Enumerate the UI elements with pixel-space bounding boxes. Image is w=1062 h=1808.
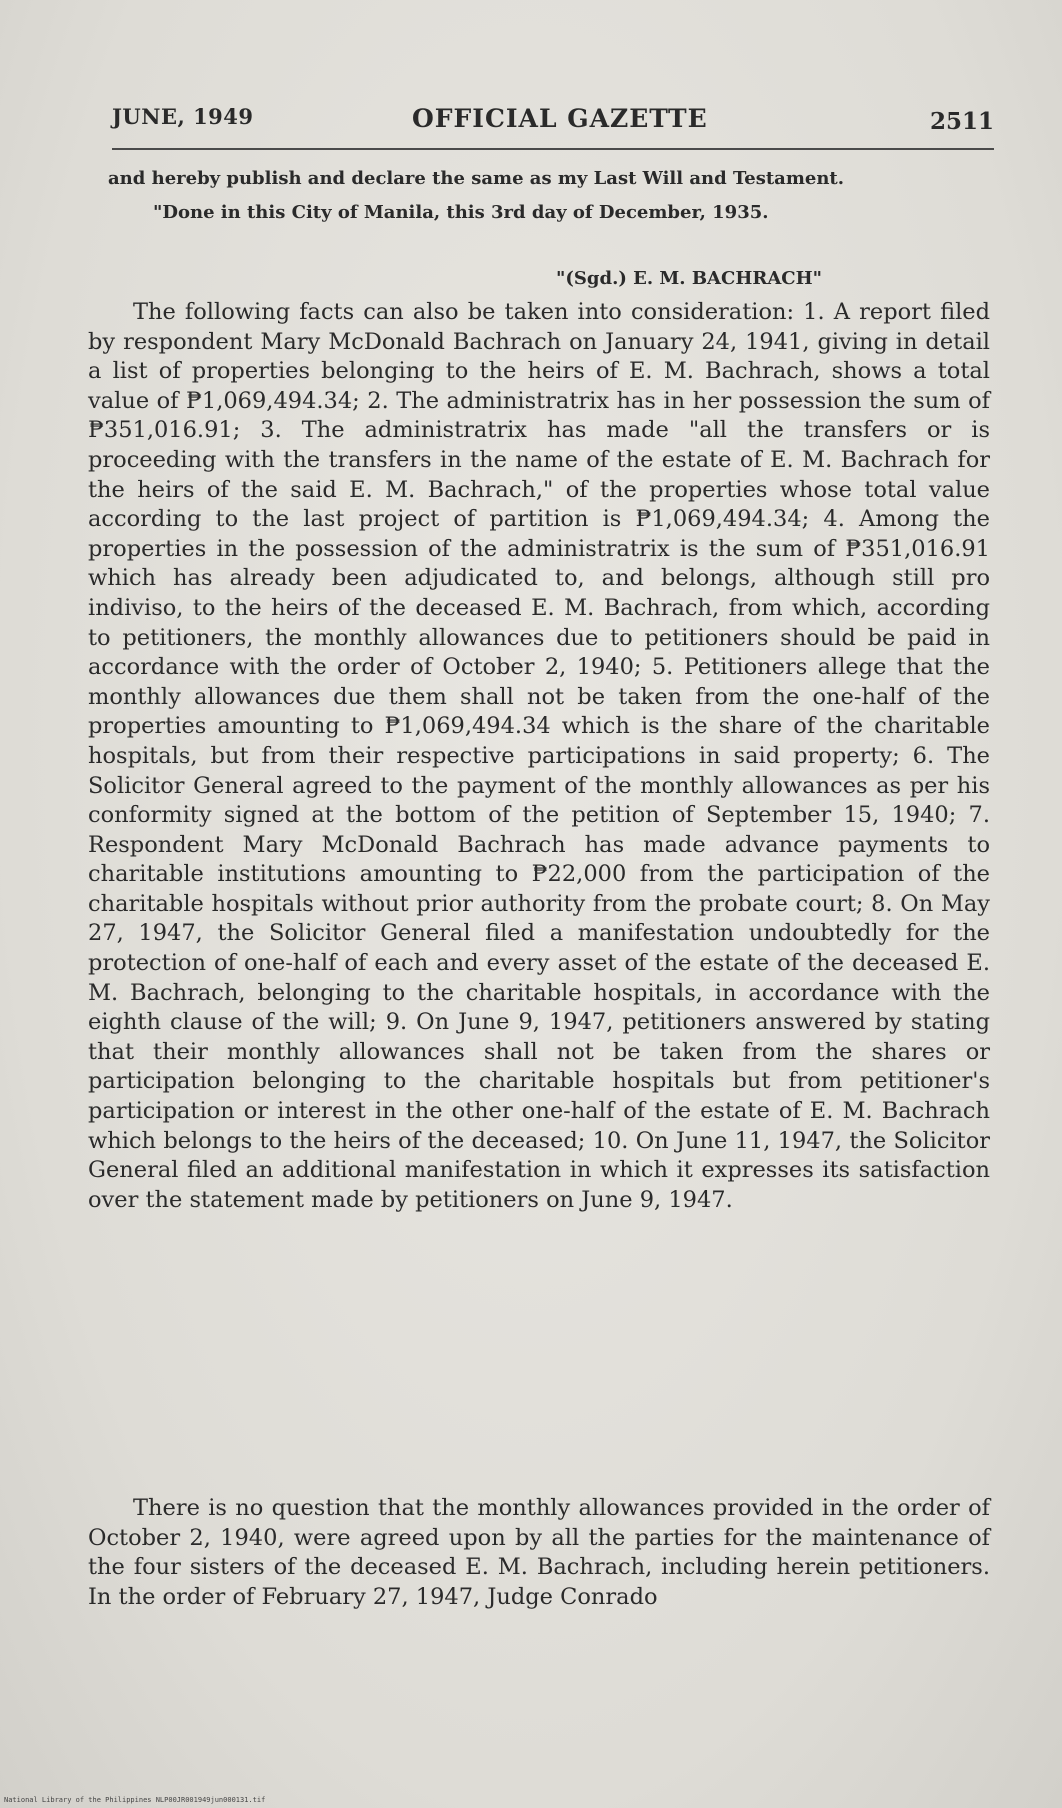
header-rule xyxy=(112,148,994,150)
body-paragraph-1: The following facts can also be taken into consideration: 1. A report filed by respondent Mary McDonald Bachrach on January 24, 1941, giving in detail a list of properties belonging to the heirs of E. M. Bachrach, shows a total value of ₱1,069,494.34; 2. The administratrix has in her possession the sum of ₱351,016.91; 3. The administratrix has made "all the transfers or is proceeding with the transfers in the name of the estate of E. M. Bachrach for the heirs of the said E. M. Bachrach," of the properties whose total value according to the last project of partition is ₱1,069,494.34; 4. Among the properties in the possession of the administratrix is the sum of ₱351,016.91 which has already been adjudicated to, and belongs, although still pro indiviso, to the heirs of the deceased E. M. Bachrach, from which, according to petitioners, the monthly allowances due to petitioners should be paid in accordance with the order of October 2, 1940; 5. Petitioners allege that the monthly allowances due them shall not be taken from the one-half of the properties amounting to ₱1,069,494.34 which is the share of the charitable hospitals, but from their respective participations in said property; 6. The Solicitor General agreed to the payment of the monthly allowances as per his conformity signed at the bottom of the petition of September 15, 1940; 7. Respondent Mary McDonald Bachrach has made advance payments to charitable institutions amounting to ₱22,000 from the participation of the charitable hospitals without prior authority from the probate court; 8. On May 27, 1947, the Solicitor General filed a manifestation undoubtedly for the protection of one-half of each and every asset of the estate of the deceased E. M. Bachrach, belonging to the charitable hospitals, in accordance with the eighth clause of the will; 9. On June 9, 1947, petitioners answered by stating that their monthly allowances shall not be taken from the shares or participation belonging to the charitable hospitals but from petitioner's participation or interest in the other one-half of the estate of E. M. Bachrach which belongs to the heirs of the deceased; 10. On June 11, 1947, the Solicitor General filed an additional manifestation in which it expresses its satisfaction over the statement made by petitioners on June 9, 1947. xyxy=(88,299,990,1213)
body-paragraph-2: There is no question that the monthly allowances provided in the order of October 2, 1940, were agreed upon by all the parties for the maintenance of the four sisters of the deceased E. M. Bachrach, including herein petitioners. In the order of February 27, 1947, Judge Conrado xyxy=(88,1495,990,1610)
done-in-line: "Done in this City of Manila, this 3rd day of December, 1935. xyxy=(153,202,769,223)
publication-title: OFFICIAL GAZETTE xyxy=(412,104,708,133)
will-closing-line: and hereby publish and declare the same as my Last Will and Testament. xyxy=(108,168,845,189)
page-header xyxy=(112,104,994,144)
will-closing-lines xyxy=(108,168,988,224)
scan-footer-label: National Library of the Philippines NLP00JR001949jun000131.tif xyxy=(4,1796,266,1804)
page-number: 2511 xyxy=(929,108,994,135)
issue-date: JUNE, 1949 xyxy=(112,104,254,129)
signature-line: "(Sgd.) E. M. BACHRACH" xyxy=(556,268,822,289)
